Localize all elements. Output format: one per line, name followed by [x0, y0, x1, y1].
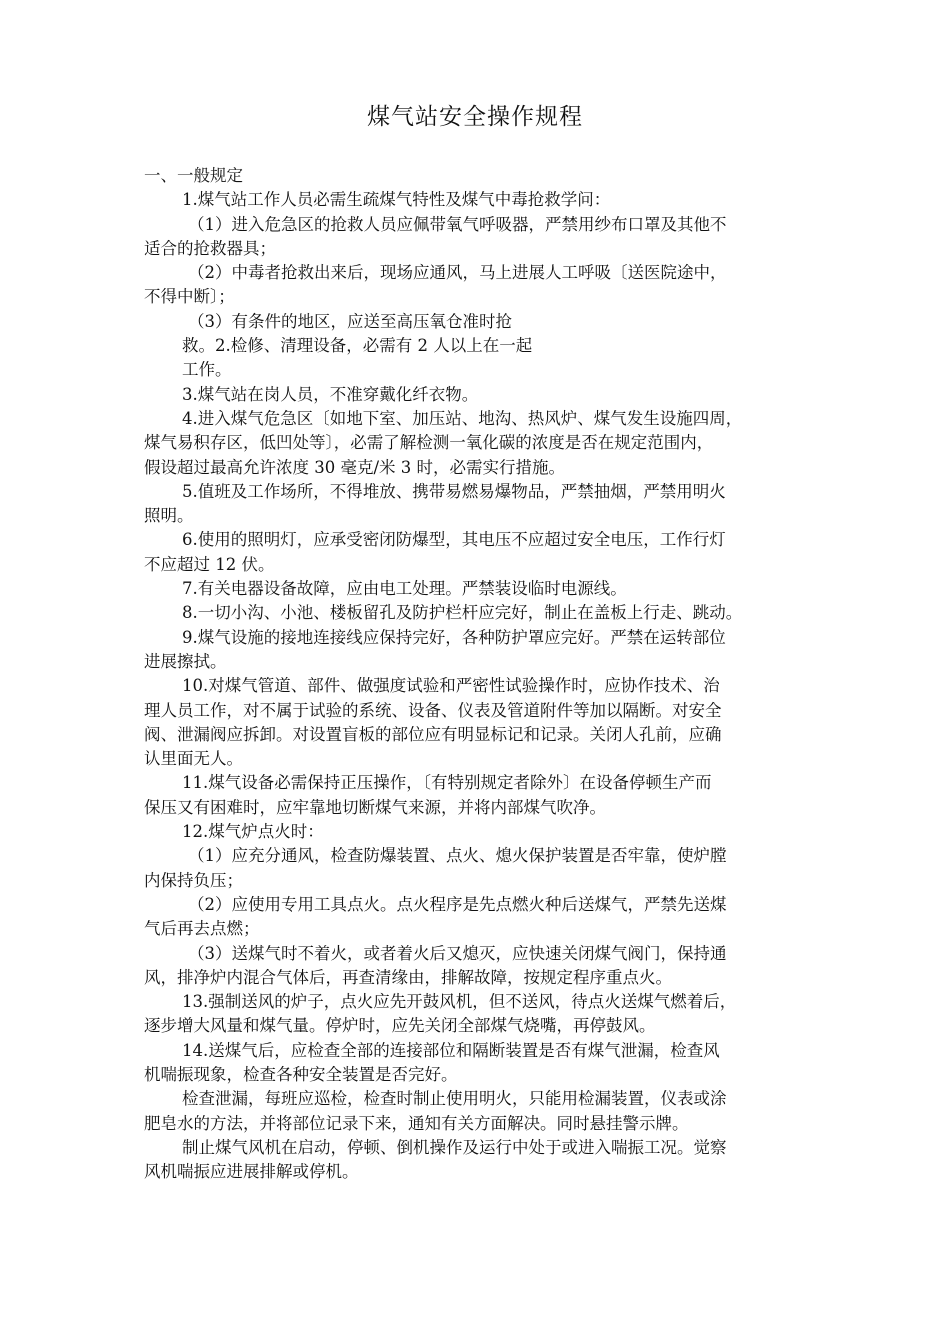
text-line: 不应超过 12 伏。 — [144, 554, 275, 574]
text-line: 工作。 — [182, 360, 232, 380]
text-line: 照明。 — [144, 506, 194, 526]
text-line: 7.有关电器设备故障，应由电工处理。严禁装设临时电源线。 — [182, 579, 627, 599]
text-line: 肥皂水的方法，并将部位记录下来，通知有关方面解决。同时悬挂警示牌。 — [144, 1113, 689, 1133]
text-line: 认里面无人。 — [144, 749, 243, 769]
text-line: 5.值班及工作场所，不得堆放、携带易燃易爆物品，严禁抽烟，严禁用明火 — [182, 481, 726, 501]
text-line: 煤气易积存区，低凹处等〕，必需了解检测一氧化碳的浓度是否在规定范围内， — [144, 433, 714, 453]
text-line: 10.对煤气管道、部件、做强度试验和严密性试验操作时，应协作技术、治 — [182, 676, 720, 696]
text-line: 12.煤气炉点火时： — [182, 822, 324, 842]
text-line: 一、一般规定 — [144, 166, 243, 185]
text-line: 理人员工作，对不属于试验的系统、设备、仪表及管道附件等加以隔断。对安全 — [144, 700, 722, 720]
text-line: 检查泄漏，每班应巡检，检查时制止使用明火，只能用检漏装置，仪表或涂 — [182, 1089, 727, 1109]
text-line: （1）应充分通风，检查防爆装置、点火、熄火保护装置是否牢靠，使炉膛 — [188, 846, 727, 866]
text-line: （2）应使用专用工具点火。点火程序是先点燃火种后送煤气，严禁先送煤 — [188, 894, 727, 914]
text-line: （1）进入危急区的抢救人员应佩带氧气呼吸器，严禁用纱布口罩及其他不 — [188, 214, 727, 234]
text-line: 进展擦拭。 — [144, 651, 227, 671]
text-line: 阀、泄漏阀应拆卸。对设置盲板的部位应有明显标记和记录。关闭人孔前，应确 — [144, 724, 722, 744]
text-line: 9.煤气设施的接地连接线应保持完好，各种防护罩应完好。严禁在运转部位 — [182, 627, 726, 647]
text-line: 6.使用的照明灯，应承受密闭防爆型，其电压不应超过安全电压，工作行灯 — [182, 530, 726, 550]
text-line: 制止煤气风机在启动，停顿、倒机操作及运行中处于或进入喘振工况。觉察 — [182, 1137, 727, 1157]
text-line: 1.煤气站工作人员必需生疏煤气特性及煤气中毒抢救学问： — [182, 190, 611, 210]
text-line: （2）中毒者抢救出来后，现场应通风，马上进展人工呼吸〔送医院途中， — [188, 263, 727, 283]
text-line: 4.进入煤气危急区〔如地下室、加压站、地沟、热风炉、煤气发生设施四周， — [182, 408, 743, 428]
text-line: 8.一切小沟、小池、楼板留孔及防护栏杆应完好，制止在盖板上行走、跳动。 — [182, 603, 743, 623]
text-line: 保压又有困难时，应牢靠地切断煤气来源，并将内部煤气吹净。 — [144, 797, 606, 817]
text-line: 不得中断〕； — [144, 287, 235, 307]
text-line: 11.煤气设备必需保持正压操作，〔有特别规定者除外〕在设备停顿生产而 — [182, 773, 712, 793]
text-line: （3）有条件的地区，应送至高压氧仓准时抢 — [188, 311, 512, 331]
text-line: （3）送煤气时不着火，或者着火后又熄灭，应快速关闭煤气阀门，保持通 — [188, 943, 727, 963]
text-line: 风机喘振应进展排解或停机。 — [144, 1162, 359, 1182]
text-line: 气后再去点燃； — [144, 919, 260, 939]
text-line: 假设超过最高允许浓度 30 毫克/米 3 时，必需实行措施。 — [144, 457, 566, 477]
text-line: 3.煤气站在岗人员，不准穿戴化纤衣物。 — [182, 384, 479, 404]
text-line: 逐步增大风量和煤气量。停炉时，应先关闭全部煤气烧嘴，再停鼓风。 — [144, 1016, 656, 1036]
document-title: 煤气站安全操作规程 — [367, 104, 583, 130]
text-line: 内保持负压； — [144, 870, 243, 890]
text-line: 13.强制送风的炉子，点火应先开鼓风机，但不送风，待点火送煤气燃着后， — [182, 992, 737, 1012]
text-line: 风，排净炉内混合气体后，再查清缘由，排解故障，按规定程序重点火。 — [144, 967, 672, 987]
text-line: 救。2.检修、清理设备，必需有 2 人以上在一起 — [182, 336, 533, 356]
document-body — [144, 164, 814, 1184]
text-line: 适合的抢救器具； — [144, 238, 276, 258]
text-line: 机喘振现象，检查各种安全装置是否完好。 — [144, 1064, 458, 1084]
text-line: 14.送煤气后，应检查全部的连接部位和隔断装置是否有煤气泄漏，检查风 — [182, 1040, 720, 1060]
